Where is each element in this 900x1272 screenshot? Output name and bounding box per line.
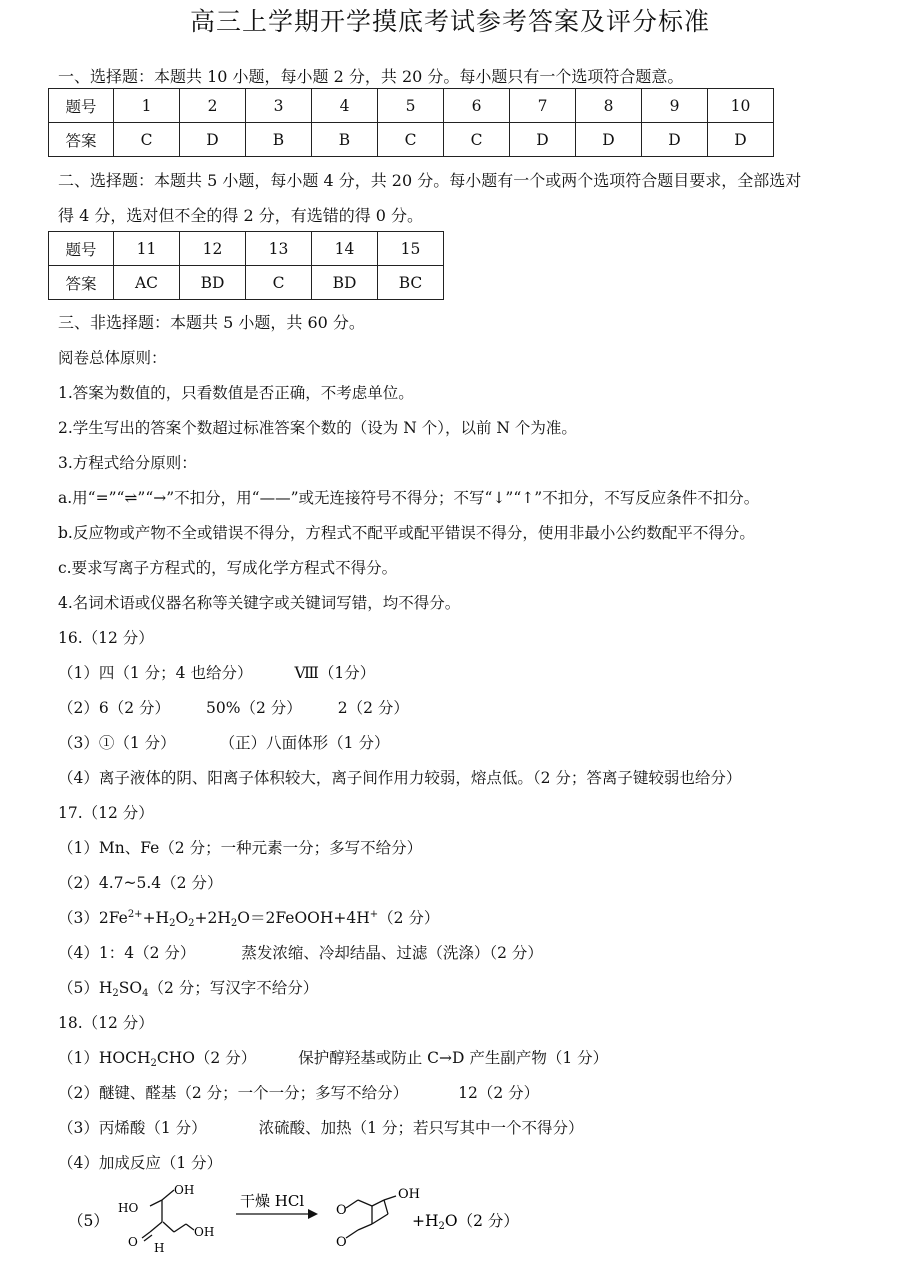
equation-sub: 2 <box>188 918 195 929</box>
section2-intro-line1: 二、选择题：本题共 5 小题，每小题 4 分，共 20 分。每小题有一个或两个选项符合题目要求，全部选对 <box>58 171 802 190</box>
row-label: 题号 <box>49 232 114 266</box>
question-number: 10 <box>708 89 774 123</box>
answer-cell: D <box>642 123 708 157</box>
table-row <box>49 266 444 300</box>
answer-cell: D <box>576 123 642 157</box>
answer-cell: D <box>708 123 774 157</box>
answer-cell: C <box>246 266 312 300</box>
equation-part: （2 分） <box>378 909 440 927</box>
q18-answer-4: （4）加成反应（1 分） <box>58 1154 223 1172</box>
q17-answer-3 <box>58 906 439 929</box>
q18-answer-2 <box>58 1081 539 1103</box>
answer-cell: B <box>246 123 312 157</box>
reactant-label: HO <box>118 1201 139 1215</box>
reactant-label: H <box>154 1241 165 1255</box>
question-number: 11 <box>114 232 180 266</box>
principle-3a: a.用“=”“⇌”“→”不扣分，用“——”或无连接符号不得分；不写“↓”“↑”不扣分，不写反应条件不扣分。 <box>58 489 760 507</box>
section2-intro-line2: 得 4 分，选对但不全的得 2 分，有选错的得 0 分。 <box>58 206 424 225</box>
reactant-label: OH <box>194 1225 215 1239</box>
answer-cell: BD <box>312 266 378 300</box>
q16-answer-2c: 2（2 分） <box>337 699 409 717</box>
page-title: 高三上学期开学摸底考试参考答案及评分标准 <box>189 7 710 36</box>
q18-answer-1b: 保护醇羟基或防止 C→D 产生副产物（1 分） <box>298 1049 609 1067</box>
question-number: 12 <box>180 232 246 266</box>
section1-intro: 一、选择题：本题共 10 小题，每小题 2 分，共 20 分。每小题只有一个选项符合题意。 <box>58 67 684 86</box>
q18-answer-2b: 12（2 分） <box>458 1084 540 1102</box>
question-number: 15 <box>378 232 444 266</box>
answer-cell: B <box>312 123 378 157</box>
table-row <box>49 123 774 157</box>
product-label: O <box>336 1203 347 1218</box>
formula-part: （2 分；写汉字不给分） <box>148 979 319 997</box>
principle-3: 3.方程式给分原则： <box>58 454 197 472</box>
equation-part: O <box>175 909 189 927</box>
q17-answer-4b: 蒸发浓缩、冷却结晶、过滤（洗涤）（2 分） <box>241 944 543 962</box>
q16-answer-1b: Ⅷ（1分） <box>294 664 376 682</box>
reaction-condition: 干燥 HCl <box>240 1192 305 1210</box>
q17-answer-5 <box>58 976 318 999</box>
q16-answer-3a: （3）①（1 分） <box>58 734 176 752</box>
equation-sub: 2 <box>230 918 238 929</box>
question-number: 13 <box>246 232 312 266</box>
section3-intro: 三、非选择题：本题共 5 小题，共 60 分。 <box>58 313 365 332</box>
answer-cell: C <box>114 123 180 157</box>
water-product <box>412 1212 519 1232</box>
question-number: 9 <box>642 89 708 123</box>
formula-sub: 2 <box>150 1058 157 1069</box>
principle-2: 2.学生写出的答案个数超过标准答案个数的（设为 N 个），以前 N 个为准。 <box>58 419 577 437</box>
formula-sub: 2 <box>438 1221 445 1232</box>
formula-part: （1）HOCH <box>58 1049 151 1067</box>
equation-part: +2H <box>194 909 231 927</box>
q17-header: 17.（12 分） <box>58 804 154 822</box>
question-number: 4 <box>312 89 378 123</box>
question-number: 5 <box>378 89 444 123</box>
row-label: 答案 <box>49 266 114 300</box>
formula-part: （5）H <box>58 979 113 997</box>
equation-part: （3）2Fe <box>58 909 128 927</box>
q17-answer-4a: （4）1：4（2 分） <box>58 944 196 962</box>
q18-reaction-scheme <box>66 1180 626 1260</box>
question-number: 14 <box>312 232 378 266</box>
formula-part: O（2 分） <box>444 1212 519 1230</box>
principle-3b: b.反应物或产物不全或错误不得分，方程式不配平或配平错误不得分，使用非最小公约数配平不得分。 <box>58 524 755 542</box>
answer-cell: BC <box>378 266 444 300</box>
q18-answer-5-label: （5） <box>68 1212 109 1230</box>
product-label: OH <box>398 1187 420 1202</box>
answer-cell: C <box>444 123 510 157</box>
equation-part: O＝2FeOOH+4H <box>237 909 370 927</box>
question-number: 1 <box>114 89 180 123</box>
equation-sub: 2 <box>169 918 176 929</box>
q17-answer-1: （1）Mn、Fe（2 分；一种元素一分；多写不给分） <box>58 839 423 857</box>
formula-part: SO <box>118 979 143 997</box>
product-label: O <box>336 1235 347 1250</box>
answer-cell: D <box>510 123 576 157</box>
question-number: 7 <box>510 89 576 123</box>
product-structure <box>346 1196 396 1238</box>
table-row <box>49 89 774 123</box>
equation-sup: + <box>369 909 379 920</box>
q16-answer-3 <box>58 731 389 753</box>
principles-title: 阅卷总体原则： <box>58 349 167 367</box>
q16-answer-2a: （2）6（2 分） <box>58 699 171 717</box>
q16-answer-3b: （正）八面体形（1 分） <box>219 734 390 752</box>
reactant-structure <box>142 1190 194 1241</box>
q16-header: 16.（12 分） <box>58 629 154 647</box>
row-label: 答案 <box>49 123 114 157</box>
reactant-label: OH <box>174 1183 195 1197</box>
formula-sub: 2 <box>112 988 119 999</box>
q17-answer-4 <box>58 941 543 963</box>
q16-answer-1 <box>58 661 375 683</box>
q18-answer-3b: 浓硫酸、加热（1 分；若只写其中一个不得分） <box>258 1119 584 1137</box>
formula-sub: 4 <box>142 988 149 999</box>
answer-cell: D <box>180 123 246 157</box>
reaction-diagram <box>66 1180 626 1260</box>
q18-answer-3 <box>58 1116 583 1138</box>
answer-cell: C <box>378 123 444 157</box>
section1-answer-table <box>48 88 774 157</box>
q16-answer-2 <box>58 696 409 718</box>
row-label: 题号 <box>49 89 114 123</box>
q16-answer-2b: 50%（2 分） <box>206 699 302 717</box>
q18-header: 18.（12 分） <box>58 1014 154 1032</box>
q18-answer-1 <box>58 1046 608 1069</box>
reactant-label: O <box>128 1235 138 1249</box>
answer-cell: AC <box>114 266 180 300</box>
section2-answer-table <box>48 231 444 300</box>
question-number: 6 <box>444 89 510 123</box>
principle-4: 4.名词术语或仪器名称等关键字或关键词写错，均不得分。 <box>58 594 461 612</box>
q18-answer-2a: （2）醚键、醛基（2 分；一个一分；多写不给分） <box>58 1084 409 1102</box>
question-number: 3 <box>246 89 312 123</box>
q18-answer-3a: （3）丙烯酸（1 分） <box>58 1119 207 1137</box>
question-number: 2 <box>180 89 246 123</box>
table-row <box>49 232 444 266</box>
reaction-arrow-head <box>308 1209 318 1219</box>
q17-answer-2: （2）4.7~5.4（2 分） <box>58 874 223 892</box>
q16-answer-1a: （1）四（1 分；4 也给分） <box>58 664 253 682</box>
formula-part: CHO（2 分） <box>156 1049 257 1067</box>
question-number: 8 <box>576 89 642 123</box>
equation-sup: 2+ <box>127 909 143 920</box>
principle-1: 1.答案为数值的，只看数值是否正确，不考虑单位。 <box>58 384 414 402</box>
equation-part: +H <box>142 909 170 927</box>
q16-answer-4: （4）离子液体的阴、阳离子体积较大，离子间作用力较弱，熔点低。（2 分；答离子键较弱也给分） <box>58 769 742 787</box>
formula-part: +H <box>412 1212 439 1230</box>
principle-3c: c.要求写离子方程式的，写成化学方程式不得分。 <box>58 559 398 577</box>
answer-cell: BD <box>180 266 246 300</box>
